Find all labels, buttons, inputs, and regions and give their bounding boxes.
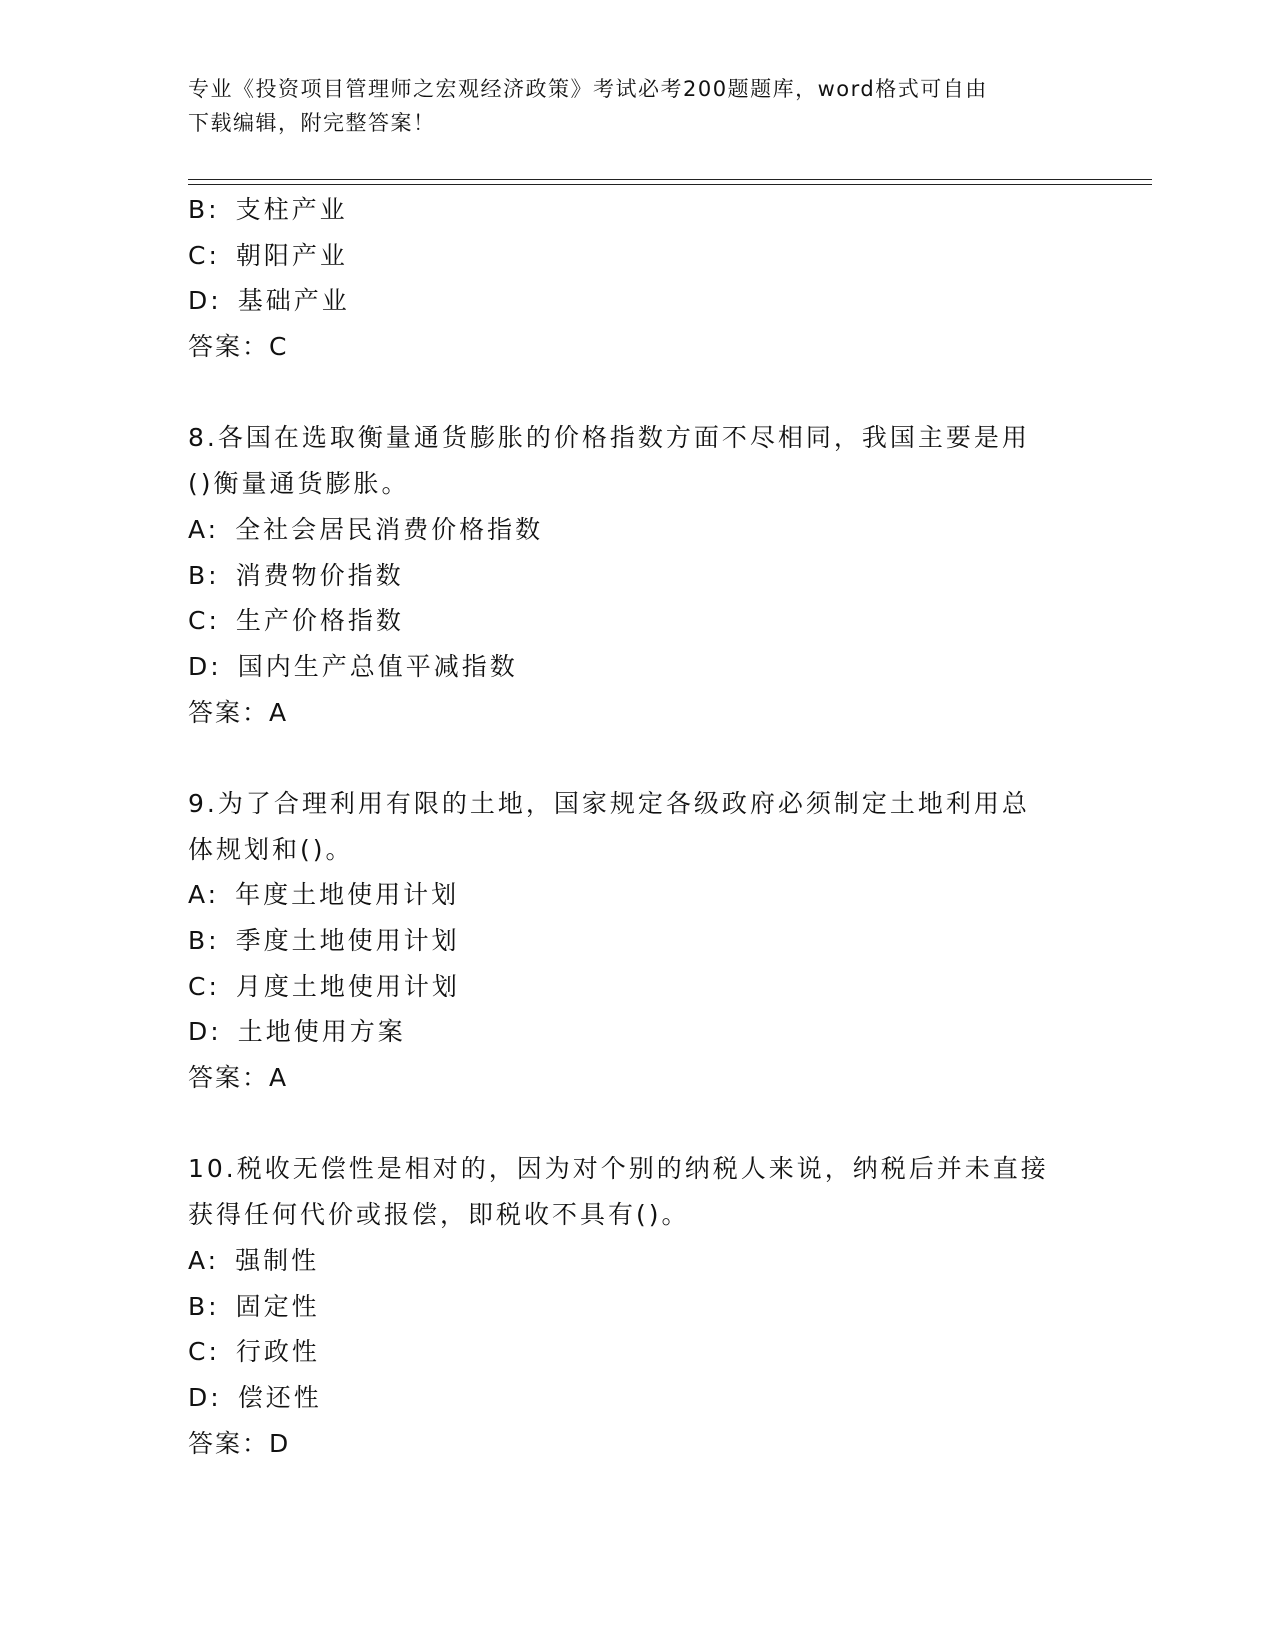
option-label: C: xyxy=(188,606,220,636)
option-text: 国内生产总值平减指数 xyxy=(237,651,518,681)
option-d xyxy=(188,1375,1088,1421)
header-line-1: 专业《投资项目管理师之宏观经济政策》考试必考200题题库，word格式可自由 xyxy=(188,77,988,101)
option-label: B: xyxy=(188,195,220,224)
document-header xyxy=(188,72,1068,140)
option-label: D: xyxy=(188,286,222,316)
header-divider-bottom xyxy=(188,184,1152,185)
option-b xyxy=(188,187,1088,233)
option-c xyxy=(188,233,1088,279)
question-stem-line-2: 体规划和()。 xyxy=(188,834,354,864)
option-text: 土地使用方案 xyxy=(237,1017,406,1047)
option-a xyxy=(188,1238,1088,1284)
option-b xyxy=(188,553,1088,599)
option-label: B: xyxy=(188,560,220,590)
option-text: 朝阳产业 xyxy=(235,240,348,270)
spacer xyxy=(188,1101,1088,1147)
option-label: C: xyxy=(188,1337,220,1367)
option-d xyxy=(188,1009,1088,1055)
question-block-9 xyxy=(188,781,1088,1101)
option-a xyxy=(188,872,1088,918)
question-block-7 xyxy=(188,187,1088,370)
spacer xyxy=(188,370,1088,416)
option-text: 支柱产业 xyxy=(235,195,348,224)
option-label: A: xyxy=(188,880,220,910)
option-label: C: xyxy=(188,240,220,270)
option-b xyxy=(188,918,1088,964)
answer-line: 答案：A xyxy=(188,697,289,727)
answer-line: 答案：A xyxy=(188,1063,289,1093)
question-stem-line-2: ()衡量通货膨胀。 xyxy=(188,469,410,499)
question-list xyxy=(188,187,1088,1466)
option-label: B: xyxy=(188,1291,220,1321)
option-label: B: xyxy=(188,926,220,956)
option-text: 年度土地使用计划 xyxy=(235,880,460,910)
question-stem-line-2: 获得任何代价或报偿，即税收不具有()。 xyxy=(188,1200,690,1230)
option-c xyxy=(188,964,1088,1010)
header-line-2: 下载编辑，附完整答案！ xyxy=(188,111,436,135)
option-label: A: xyxy=(188,514,220,544)
option-text: 强制性 xyxy=(235,1245,320,1275)
option-text: 月度土地使用计划 xyxy=(235,971,460,1001)
option-label: C: xyxy=(188,971,220,1001)
option-b xyxy=(188,1284,1088,1330)
option-label: D: xyxy=(188,1017,222,1047)
option-c xyxy=(188,1329,1088,1375)
option-label: A: xyxy=(188,1245,220,1275)
option-a xyxy=(188,507,1088,553)
question-block-10 xyxy=(188,1146,1088,1466)
option-text: 行政性 xyxy=(235,1337,320,1367)
option-label: D: xyxy=(188,651,222,681)
question-stem-line-1: 8.各国在选取衡量通货膨胀的价格指数方面不尽相同，我国主要是用 xyxy=(188,423,1030,453)
option-text: 固定性 xyxy=(235,1291,320,1321)
option-c xyxy=(188,598,1088,644)
answer-line: 答案：C xyxy=(188,332,289,362)
option-d xyxy=(188,644,1088,690)
option-label: D: xyxy=(188,1382,222,1412)
option-text: 季度土地使用计划 xyxy=(235,926,460,956)
question-stem-line-1: 10.税收无偿性是相对的，因为对个别的纳税人来说，纳税后并未直接 xyxy=(188,1154,1049,1184)
option-text: 消费物价指数 xyxy=(235,560,404,590)
option-d xyxy=(188,278,1088,324)
header-divider-top xyxy=(188,179,1152,180)
option-text: 偿还性 xyxy=(237,1382,322,1412)
option-text: 生产价格指数 xyxy=(235,606,404,636)
answer-line: 答案：D xyxy=(188,1428,291,1458)
question-stem-line-1: 9.为了合理利用有限的土地，国家规定各级政府必须制定土地利用总 xyxy=(188,788,1030,818)
option-text: 基础产业 xyxy=(237,286,350,316)
spacer xyxy=(188,735,1088,781)
option-text: 全社会居民消费价格指数 xyxy=(235,514,544,544)
question-block-8 xyxy=(188,415,1088,735)
